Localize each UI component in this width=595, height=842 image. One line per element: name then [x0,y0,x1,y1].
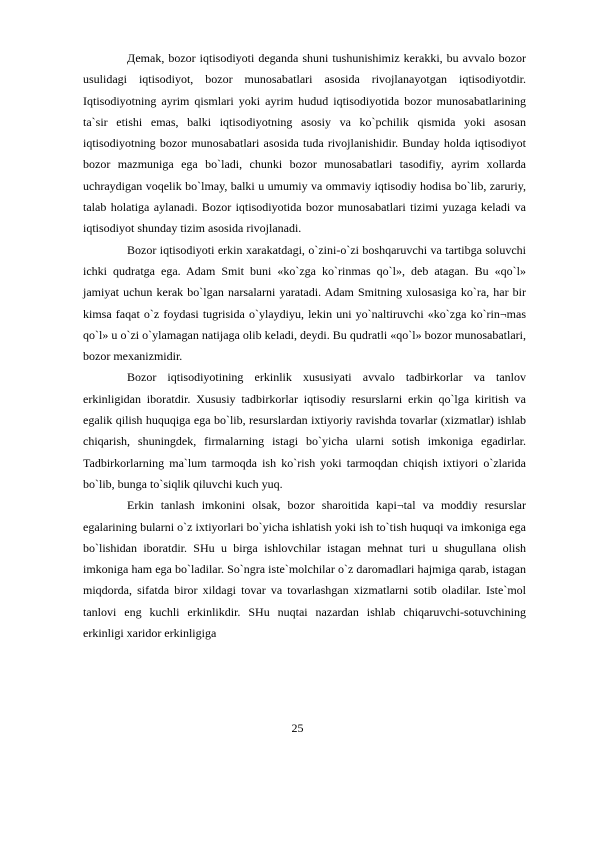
document-body [83,48,526,644]
paragraph-free-choice: Erkin tanlash imkonini olsak, bozor sharoitida kapi¬tal va moddiy resurslar egalarining bularni o`z ixtiyorlari bo`yicha ishlatish yoki ish to`tish huquqi va imkoniga ega bo`lishidan iboratdir. SHu u birga ishlovchilar istagan mehnat turi u shugullana olish imkoniga ham ega bo`ladilar. So`ngra iste`molchilar o`z daromadlari hajmiga qarab, istagan miqdorda, sifatda biror xildagi tovar va tovarlashgan xizmatlarni sotib oladilar. Iste`mol tanlovi eng kuchli erkinlikdir. SHu nuqtai nazardan ishlab chiqaruvchi-sotuvchining erkinligi xaridor erkinligiga [83,498,526,641]
paragraph-market-economy-definition: Деmak, bozor iqtisodiyoti deganda shuni tushunishimiz kerakki, bu avvalo bozor usulidagi iqtisodiyot, bozor munosabatlari asosida rivojlanayotgan iqtisodiyotdir. Iqtisodiyotning ayrim qismlari yoki ayrim hudud iqtisodiyotida bozor munosabatlarining ta`sir etishi emas, balki iqtisodiyotning asosiy va ko`pchilik qismida yoki asosan iqtisodiyotning bozor munosabatlari asosida tuda rivojlanishidir. Bunday holda iqtisodiyot bozor mazmuniga ega bo`ladi, chunki bozor munosabatlari tasodifiy, ayrim xollarda uchraydigan voqelik bo`lmay, balki u umumiy va ommaviy iqtisodiy hodisa bo`lib, zaruriy, talab holatiga aylanadi. Bozor iqtisodiyotida bozor munosabatlari tizimi yuzaga keladi va iqtisodiyot shunday tizim asosida rivojlanadi. [83,51,526,236]
paragraph-entrepreneur-freedom: Bozor iqtisodiyotining erkinlik xususiyati avvalo tadbirkorlar va tanlov erkinligidan iboratdir. Xususiy tadbirkorlar iqtisodiy resurslarni erkin qo`lga kiritish va egalik qilish huquqiga ega bo`lib, resurslardan ixtiyoriy ravishda tovarlar (xizmatlar) ishlab chiqarish, shuningdek, firmalarning istagi bo`yicha ularni sotish imkoniga egadirlar. Tadbirkorlarning ma`lum tarmoqda ish ko`rish yoki tarmoqdan chiqish ixtiyori o`zlarida bo`lib, bunga to`siqlik qiluvchi kuch yuq. [83,370,526,491]
paragraph-invisible-hand: Bozor iqtisodiyoti erkin xarakatdagi, o`zini-o`zi boshqaruvchi va tartibga soluvchi ichki qudratga ega. Adam Smit buni «ko`zga ko`rinmas qo`l», deb atagan. Bu «qo`l» jamiyat uchun kerak bo`lgan narsalarni yaratadi. Adam Smitning xulosasiga ko`ra, har bir kimsa faqat o`z foydasi tugrisida o`ylaydiyu, lekin uni yo`naltiruvchi «ko`zga ko`rin¬mas qo`l» u o`zi o`ylamagan natijaga olib keladi, deydi. Bu qudratli «qo`l» bozor munosabatlari, bozor mexanizmidir. [83,242,526,364]
page-number: 25 [291,721,304,735]
